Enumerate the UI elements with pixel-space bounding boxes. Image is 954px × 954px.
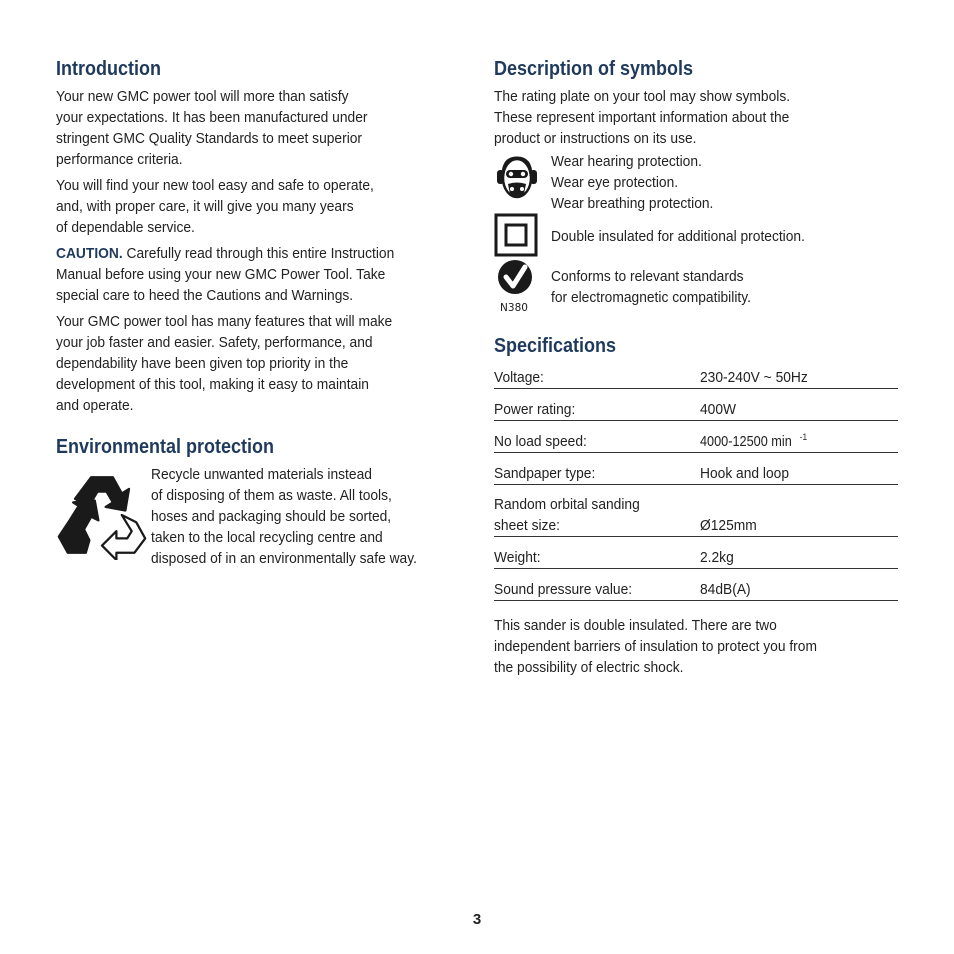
intro-paragraph-2: You will find your new tool easy and safe to operate, and, with proper care, it will give you many years of dependable service.	[56, 177, 374, 236]
left-column	[56, 56, 456, 574]
right-column	[494, 56, 898, 678]
environmental-block	[56, 464, 456, 574]
recycle-icon	[56, 470, 148, 560]
caution-paragraph: CAUTION. Carefully read through this entire Instruction Manual before using your new GMC Power Tool. Take special care to heed the Cautions and Warnings.	[56, 245, 395, 304]
symbol-c-tick-row: N380 Conforms to relevant standards for electromagnetic compatibility.	[494, 267, 898, 319]
specifications-table	[494, 363, 898, 601]
specifications-heading: Specifications	[494, 335, 617, 357]
environmental-heading: Environmental protection	[56, 436, 275, 458]
spec-row: Sandpaper type: Hook and loop	[494, 452, 898, 484]
environmental-text: Recycle unwanted materials instead of disposing of them as waste. All tools, hoses and packaging should be sorted, taken to the local recycling centre and disposed of in an environmentally safe way.	[151, 466, 417, 567]
symbols-intro: The rating plate on your tool may show symbols. These represent important information about the product or instructions on its use.	[494, 88, 791, 147]
intro-paragraph-1: Your new GMC power tool will more than satisfy your expectations. It has been manufactured under stringent GMC Quality Standards to meet superior performance criteria.	[56, 88, 368, 168]
introduction-heading: Introduction	[56, 58, 161, 80]
intro-paragraph-4: Your GMC power tool has many features that will make your job faster and easier. Safety, performance, and dependability have been given top priority in the development of this tool, making it easy to maintain and operate.	[56, 313, 393, 414]
c-tick-icon	[494, 259, 534, 315]
c-tick-code: N380	[500, 302, 528, 314]
caution-label: CAUTION.	[56, 245, 123, 262]
spec-row: Random orbital sanding sheet size: Ø125mm	[494, 484, 898, 536]
spec-row: Weight: 2.2kg	[494, 536, 898, 568]
symbol-double-insulation-row: Double insulated for additional protection.	[494, 219, 898, 267]
symbol-protection-row: Wear hearing protection. Wear eye protection. Wear breathing protection.	[494, 153, 898, 219]
insulation-note: This sander is double insulated. There are two independent barriers of insulation to protect you from the possibility of electric shock.	[494, 616, 817, 676]
protection-head-icon	[494, 154, 540, 202]
spec-row: Voltage: 230-240V ~ 50Hz	[494, 363, 898, 388]
page-number: 3	[472, 911, 482, 928]
spec-row: Sound pressure value: 84dB(A)	[494, 568, 898, 600]
spec-row: No load speed: 4000-12500 min $^{-1}$	[494, 420, 898, 452]
symbols-heading: Description of symbols	[494, 58, 694, 80]
spec-row: Power rating: 400W	[494, 388, 898, 420]
double-insulation-icon	[494, 213, 538, 257]
